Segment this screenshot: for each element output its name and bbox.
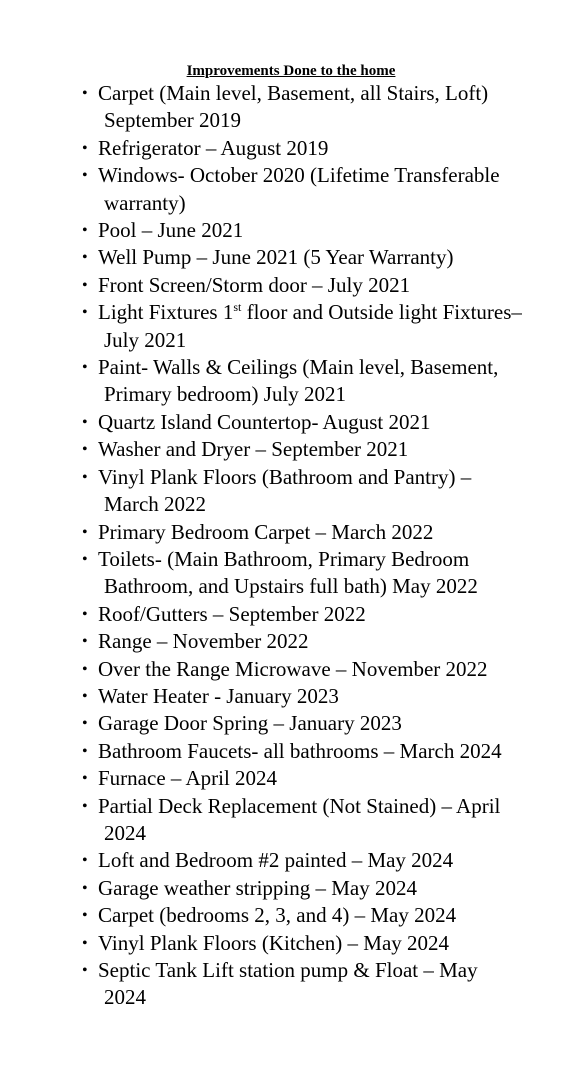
bullet-icon: • xyxy=(82,85,88,102)
list-item: • Paint- Walls & Ceilings (Main level, Basement, Primary bedroom) July 2021 xyxy=(82,355,499,407)
bullet-icon: • xyxy=(82,633,88,651)
list-item: • Carpet (bedrooms 2, 3, and 4) – May 2024 xyxy=(90,902,524,929)
bullet-icon: • xyxy=(82,468,88,486)
bullet-icon: • xyxy=(82,359,88,377)
bullet-icon: • xyxy=(82,167,88,185)
list-item: • Well Pump – June 2021 (5 Year Warranty) xyxy=(90,244,524,271)
bullet-icon: • xyxy=(82,934,88,952)
list-item: • Carpet (Main level, Basement, all Stairs, Loft) September 2019 xyxy=(82,81,489,133)
list-item: • Primary Bedroom Carpet – March 2022 xyxy=(90,519,524,546)
list-item: • Quartz Island Countertop- August 2021 xyxy=(90,409,524,436)
bullet-icon: • xyxy=(82,413,88,431)
bullet-icon: • xyxy=(82,276,88,294)
bullet-icon: • xyxy=(82,550,88,568)
list-item: • Roof/Gutters – September 2022 xyxy=(90,601,524,628)
list-item: • Range – November 2022 xyxy=(90,628,524,655)
bullet-icon: • xyxy=(82,907,88,925)
list-item: • Windows- October 2020 (Lifetime Transferable warranty) xyxy=(82,163,500,215)
bullet-icon: • xyxy=(82,660,88,678)
bullet-icon: • xyxy=(82,715,88,733)
bullet-icon: • xyxy=(82,687,88,705)
bullet-icon: • xyxy=(82,852,88,870)
bullet-icon: • xyxy=(82,304,88,322)
list-item: • Loft and Bedroom #2 painted – May 2024 xyxy=(90,847,524,874)
list-item: • Garage Door Spring – January 2023 xyxy=(90,710,524,737)
list-item: • Toilets- (Main Bathroom, Primary Bedroom Bathroom, and Upstairs full bath) May 2022 xyxy=(82,546,478,599)
bullet-icon: • xyxy=(82,222,88,240)
list-item: • Front Screen/Storm door – July 2021 xyxy=(90,272,524,299)
bullet-icon: • xyxy=(82,441,88,459)
bullet-icon: • xyxy=(82,742,88,760)
bullet-icon: • xyxy=(82,770,88,788)
bullet-icon: • xyxy=(82,523,88,541)
list-item: • Water Heater - January 2023 xyxy=(90,683,524,710)
bullet-icon: • xyxy=(82,797,88,815)
list-item: • Refrigerator – August 2019 xyxy=(90,135,524,162)
list-item: • Septic Tank Lift station pump & Float – May 2024 xyxy=(82,958,478,1010)
list-item: • Furnace – April 2024 xyxy=(90,765,524,792)
ordinal-suffix: st xyxy=(233,300,242,315)
list-item: • Light Fixtures 1st floor and Outside light Fixtures– July 2021 xyxy=(82,300,522,352)
list-item: • Pool – June 2021 xyxy=(90,217,524,244)
document-title: Improvements Done to the home xyxy=(186,63,396,79)
list-item: • Vinyl Plank Floors (Kitchen) – May 2024 xyxy=(90,930,524,957)
bullet-icon: • xyxy=(82,879,88,897)
bullet-icon: • xyxy=(82,605,88,623)
list-item: • Bathroom Faucets- all bathrooms – March 2024 xyxy=(90,738,524,765)
bullet-icon: • xyxy=(82,962,88,979)
list-item: • Washer and Dryer – September 2021 xyxy=(90,436,524,463)
list-item: • Over the Range Microwave – November 2022 xyxy=(90,656,524,683)
bullet-icon: • xyxy=(82,249,88,267)
bullet-icon: • xyxy=(82,139,88,157)
list-item: • Vinyl Plank Floors (Bathroom and Pantry) – March 2022 xyxy=(82,464,472,517)
improvements-list xyxy=(84,80,524,1012)
list-item: • Garage weather stripping – May 2024 xyxy=(90,875,524,902)
list-item: • Partial Deck Replacement (Not Stained) – April 2024 xyxy=(82,793,501,845)
